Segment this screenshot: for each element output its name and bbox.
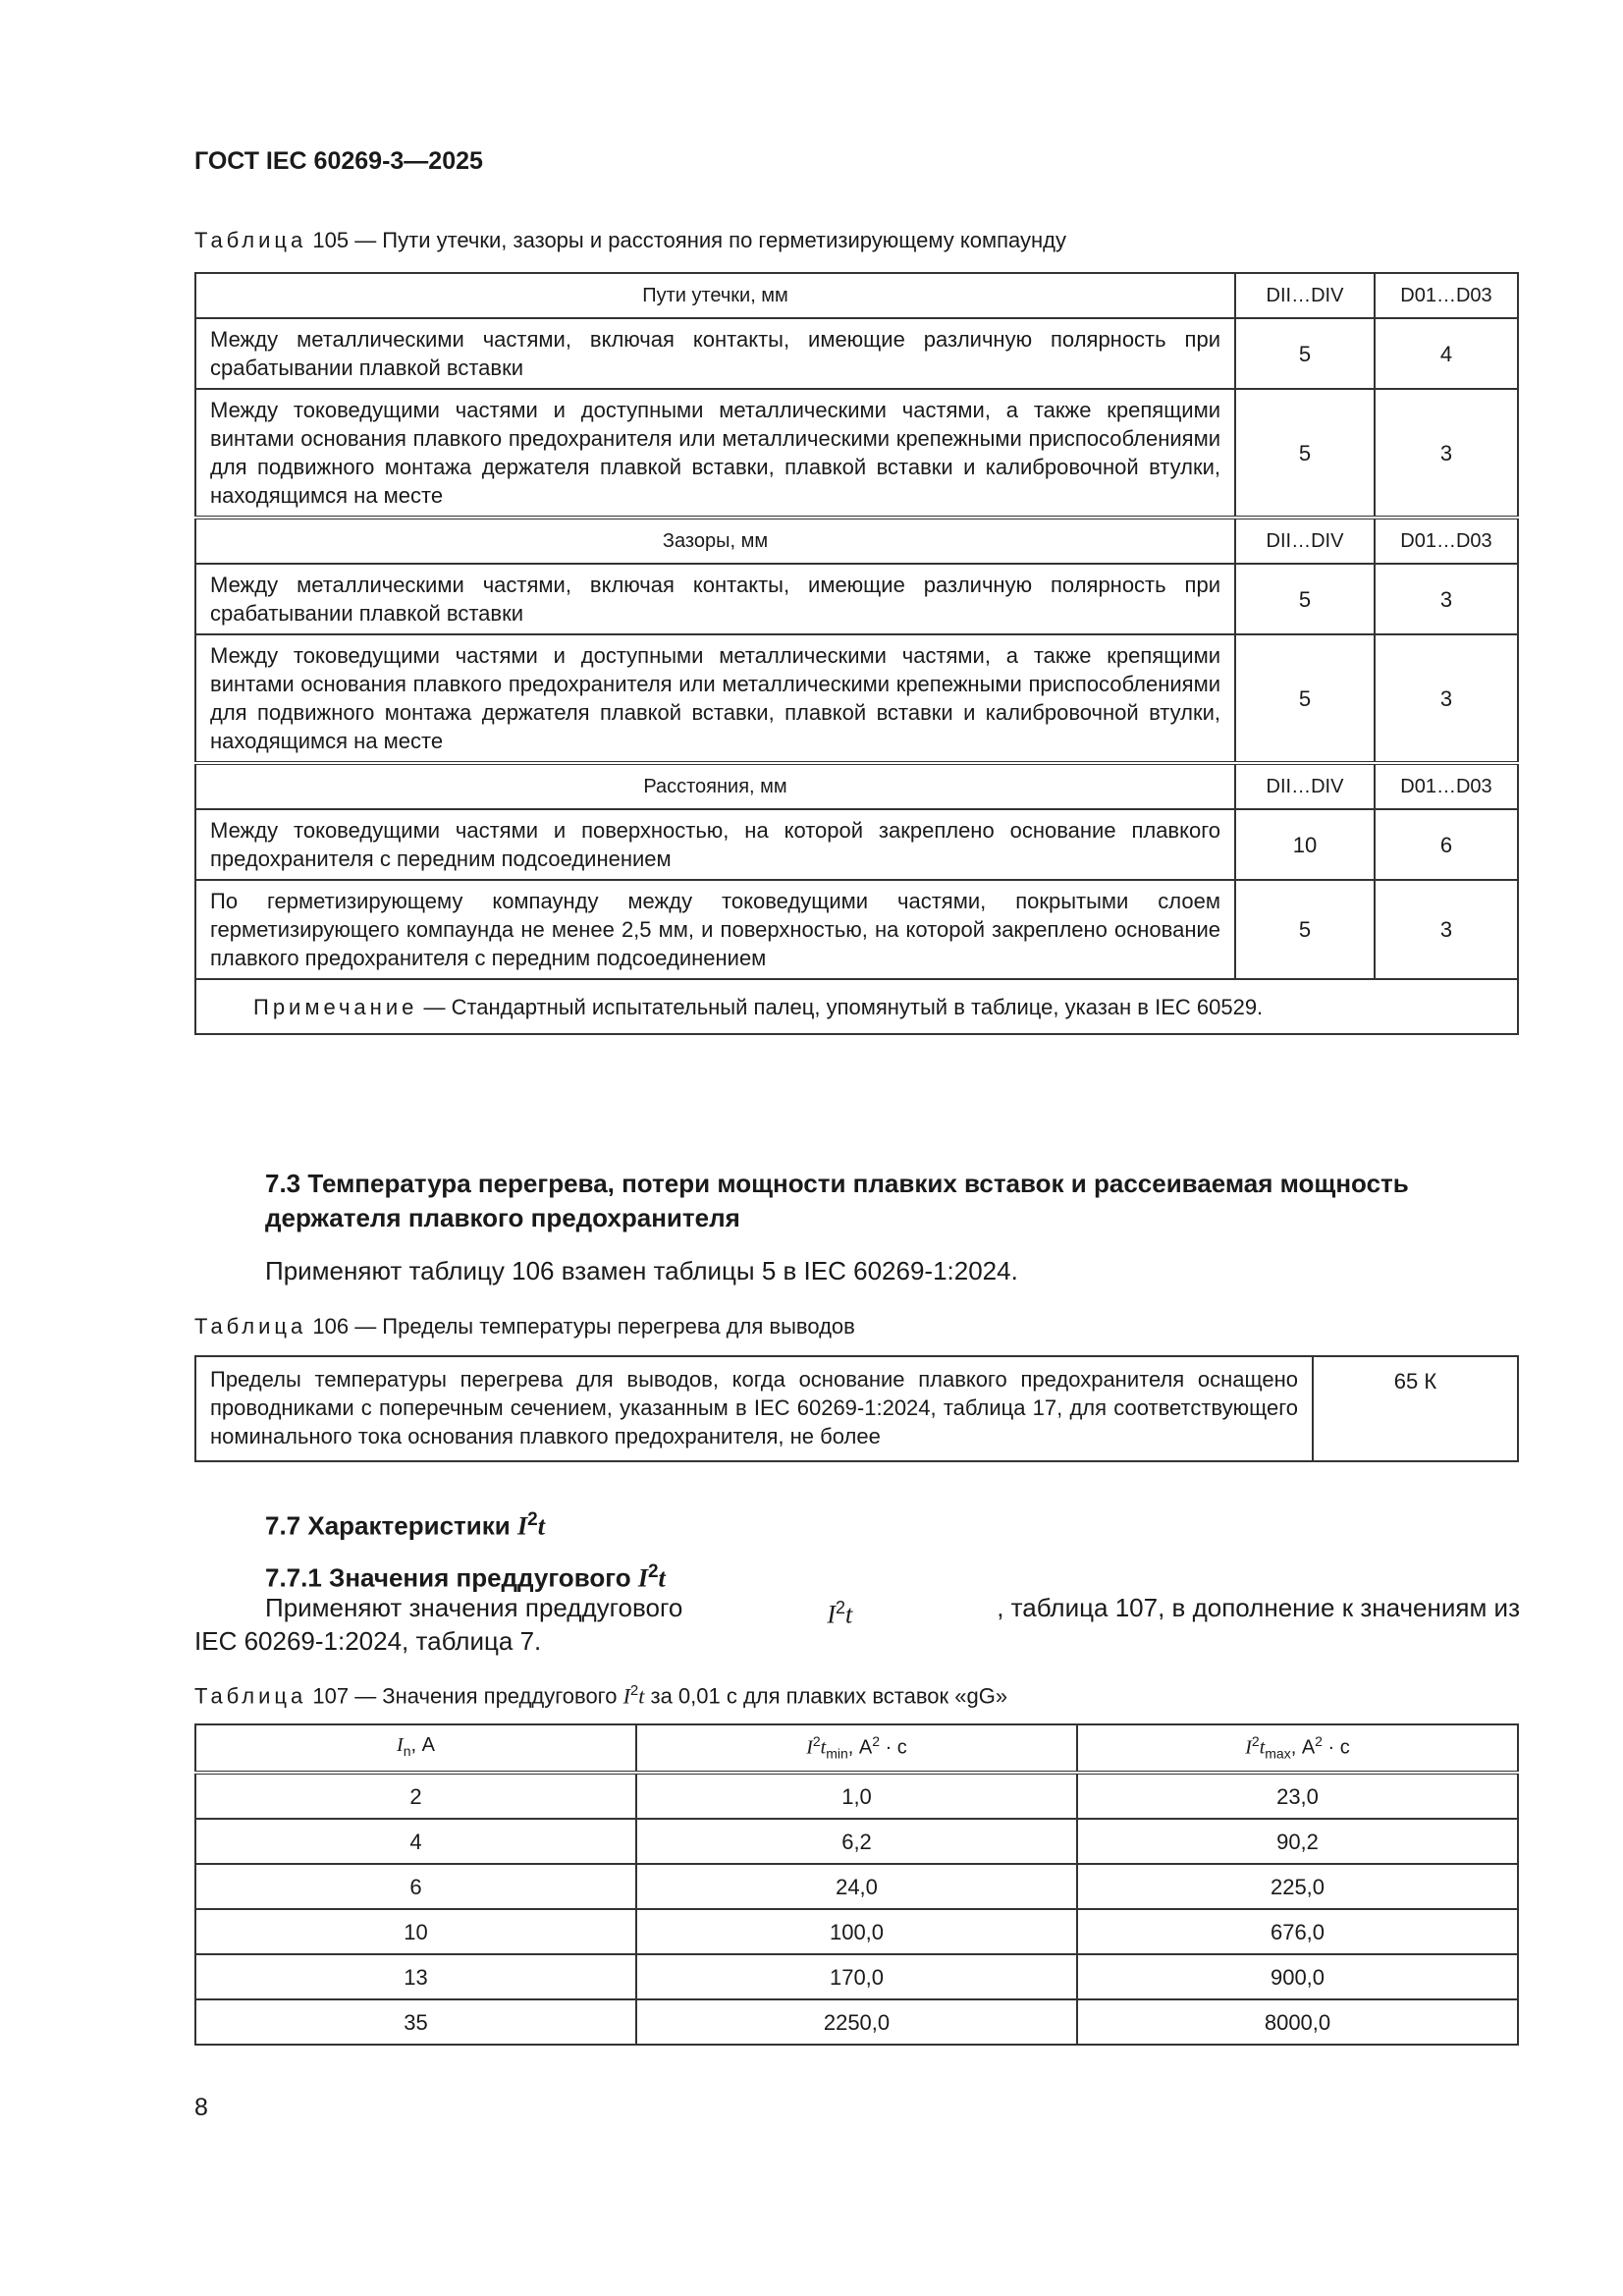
row-description: Между токоведущими частями и доступными металлическими частями, а также крепящими винтами основания плавкого предохранителя или металлическими крепежными приспособлениями для подвижного монтажа держателя плавкой вставки, плавкой вставки и калибровочной втулки, находящимся на месте [195, 634, 1235, 763]
note-label: Примечание [253, 994, 418, 1019]
row-description: Между токоведущими частями и доступными металлическими частями, а также крепящими винтами основания плавкого предохранителя или металлическими крепежными приспособлениями для подвижного монтажа держателя плавкой вставки, плавкой вставки и калибровочной втулки, находящимся на месте [195, 389, 1235, 518]
cell-i2t-max: 8000,0 [1077, 1999, 1518, 2045]
table-caption-text: 106 — Пределы температуры перегрева для выводов [306, 1314, 855, 1339]
subscript-min: min [826, 1745, 848, 1762]
section-7-7-1-paragraph-line2: IEC 60269-1:2024, таблица 7. [194, 1626, 542, 1656]
symbol-t: t [537, 1511, 545, 1541]
unit-text: , А [1290, 1736, 1316, 1759]
row-value-dii: 10 [1235, 809, 1375, 880]
note-text: — Стандартный испытательный палец, упомянутый в таблице, указан в IEC 60529. [417, 994, 1264, 1019]
section-title-text: 7.7.1 Значения преддугового [265, 1562, 638, 1593]
row-value-d01: 6 [1375, 809, 1518, 880]
row-value-d01: 4 [1375, 318, 1518, 389]
table-106-caption [194, 1314, 855, 1339]
superscript-2: 2 [1251, 1733, 1260, 1750]
table-row [195, 1773, 1518, 1819]
cell-i2t-max: 225,0 [1077, 1864, 1518, 1909]
symbol-i: I [806, 1736, 813, 1759]
row-value-d01: 3 [1375, 389, 1518, 518]
table-section-header [195, 518, 1518, 564]
table-caption-text: 105 — Пути утечки, зазоры и расстояния по герметизирующему компаунду [306, 228, 1066, 252]
section-header-cell: Пути утечки, мм [195, 273, 1235, 318]
table-row [195, 318, 1518, 389]
cell-in: 2 [195, 1773, 636, 1819]
cell-in: 35 [195, 1999, 636, 2045]
symbol-t: t [638, 1683, 645, 1709]
unit-text: , А [410, 1733, 435, 1756]
row-value-dii: 5 [1235, 389, 1375, 518]
table-caption-text: за 0,01 с для плавких вставок «gG» [644, 1683, 1008, 1709]
paragraph-text: Применяют значения преддугового [265, 1593, 683, 1622]
symbol-t: t [820, 1736, 827, 1759]
column-header-dii: DII…DIV [1235, 518, 1375, 564]
row-value-dii: 5 [1235, 880, 1375, 979]
table-row [195, 1864, 1518, 1909]
section-title-text: 7.7 Характеристики [265, 1510, 517, 1541]
cell-in: 10 [195, 1909, 636, 1954]
symbol-t: t [658, 1563, 666, 1593]
table-note-row [195, 979, 1518, 1034]
symbol-i: I [637, 1563, 648, 1593]
superscript-2: 2 [647, 1561, 659, 1582]
section-7-7-title [265, 1503, 1522, 1544]
section-7-7-1-title [265, 1555, 1522, 1596]
column-header-d01: D01…D03 [1375, 763, 1518, 809]
table-row [195, 1954, 1518, 1999]
table-row [195, 809, 1518, 880]
table-label: Таблица [194, 1314, 307, 1339]
cell-in: 13 [195, 1954, 636, 1999]
cell-in: 4 [195, 1819, 636, 1864]
symbol-i: I [1245, 1736, 1252, 1759]
row-value-dii: 5 [1235, 564, 1375, 634]
section-header-cell: Расстояния, мм [195, 763, 1235, 809]
cell-i2t-max: 900,0 [1077, 1954, 1518, 1999]
cell-in: 6 [195, 1864, 636, 1909]
superscript-2: 2 [527, 1509, 538, 1530]
table-header-row [195, 1724, 1518, 1773]
column-header-dii: DII…DIV [1235, 273, 1375, 318]
unit-text: · с [1322, 1736, 1350, 1759]
cell-i2t-max: 676,0 [1077, 1909, 1518, 1954]
superscript-2: 2 [1315, 1733, 1323, 1750]
row-description: По герметизирующему компаунду между токоведущими частями, покрытыми слоем герметизирующего компаунда не менее 2,5 мм, и поверхностью, на которой закреплено основание плавкого предохранителя с передним подсоединением [195, 880, 1235, 979]
cell-i2t-min: 100,0 [636, 1909, 1077, 1954]
cell-i2t-min: 6,2 [636, 1819, 1077, 1864]
table-105 [194, 272, 1519, 1035]
column-header-d01: D01…D03 [1375, 518, 1518, 564]
unit-text: · с [880, 1736, 907, 1759]
table-note [195, 979, 1518, 1034]
table-section-header [195, 763, 1518, 809]
table-row [195, 634, 1518, 763]
row-description: Между токоведущими частями и поверхностью, на которой закреплено основание плавкого предохранителя с передним подсоединением [195, 809, 1235, 880]
table-row [195, 1819, 1518, 1864]
subscript-max: max [1265, 1745, 1291, 1762]
row-value-dii: 5 [1235, 318, 1375, 389]
row-value-d01: 3 [1375, 634, 1518, 763]
superscript-2: 2 [812, 1733, 821, 1750]
table-107-caption [194, 1682, 1007, 1709]
table-row [195, 564, 1518, 634]
row-value-d01: 3 [1375, 880, 1518, 979]
table-row [195, 389, 1518, 518]
unit-text: , А [847, 1736, 873, 1759]
column-header-d01: D01…D03 [1375, 273, 1518, 318]
row-description: Между металлическими частями, включая контакты, имеющие различную полярность при срабатывании плавкой вставки [195, 564, 1235, 634]
symbol-i: I [397, 1733, 404, 1756]
table-106 [194, 1355, 1519, 1462]
cell-i2t-max: 90,2 [1077, 1819, 1518, 1864]
cell-i2t-max: 23,0 [1077, 1773, 1518, 1819]
section-7-3-text: Применяют таблицу 106 взамен таблицы 5 в IEC 60269-1:2024. [265, 1256, 1018, 1285]
table-105-caption [194, 228, 1066, 253]
table-row [195, 1999, 1518, 2045]
row-value: 65 К [1313, 1356, 1518, 1461]
document-header: ГОСТ IEC 60269-3—2025 [194, 147, 483, 175]
column-header-i2t-min [636, 1724, 1077, 1773]
symbol-i: I [827, 1600, 836, 1629]
column-header-dii: DII…DIV [1235, 763, 1375, 809]
cell-i2t-min: 24,0 [636, 1864, 1077, 1909]
page-number: 8 [194, 2094, 208, 2121]
section-header-cell: Зазоры, мм [195, 518, 1235, 564]
symbol-t: t [1259, 1736, 1266, 1759]
column-header-in [195, 1724, 636, 1773]
row-description: Между металлическими частями, включая контакты, имеющие различную полярность при срабатывании плавкой вставки [195, 318, 1235, 389]
table-section-header [195, 273, 1518, 318]
column-header-i2t-max [1077, 1724, 1518, 1773]
table-row [195, 1356, 1518, 1461]
table-107 [194, 1723, 1519, 2046]
cell-i2t-min: 1,0 [636, 1773, 1077, 1819]
table-row [195, 1909, 1518, 1954]
i2t-symbol [827, 1591, 852, 1632]
section-7-3-title: 7.3 Температура перегрева, потери мощности плавких вставок и рассеиваемая мощность держателя плавкого предохранителя [265, 1169, 1409, 1232]
symbol-i: I [622, 1683, 630, 1709]
row-description: Пределы температуры перегрева для выводов, когда основание плавкого предохранителя оснащено проводниками с поперечным сечением, указанным в IEC 60269-1:2024, таблица 17, для соответствующего номинального тока основания плавкого предохранителя, не более [195, 1356, 1313, 1461]
symbol-i: I [516, 1511, 528, 1541]
paragraph-text: , таблица 107, в дополнение к значениям из [997, 1593, 1520, 1622]
row-value-dii: 5 [1235, 634, 1375, 763]
cell-i2t-min: 2250,0 [636, 1999, 1077, 2045]
subscript-n: n [403, 1742, 411, 1759]
superscript-2: 2 [872, 1733, 881, 1750]
table-label: Таблица [194, 1683, 307, 1709]
superscript-2: 2 [629, 1682, 639, 1699]
superscript-2: 2 [835, 1598, 845, 1617]
cell-i2t-min: 170,0 [636, 1954, 1077, 1999]
table-caption-text: 107 — Значения преддугового [306, 1683, 623, 1709]
table-row [195, 880, 1518, 979]
symbol-t: t [845, 1600, 853, 1629]
table-label: Таблица [194, 228, 307, 252]
row-value-d01: 3 [1375, 564, 1518, 634]
